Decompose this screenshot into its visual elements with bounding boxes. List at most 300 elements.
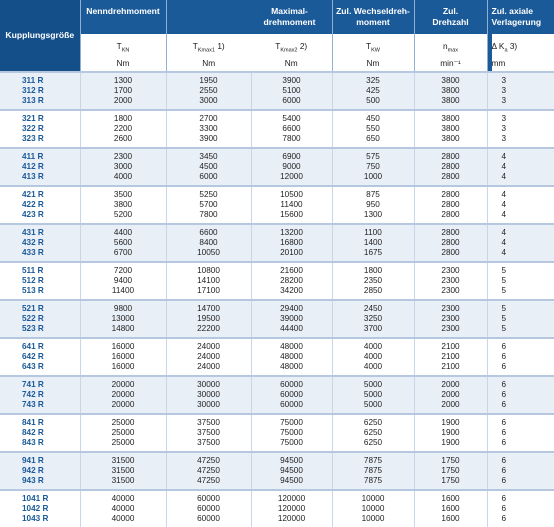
cell-max-torque-2: 39000 <box>251 314 332 324</box>
header-axial-displacement-subhead <box>492 34 554 71</box>
cell-max-torque-1: 47250 <box>166 476 251 490</box>
cell-speed: 1750 <box>414 452 487 466</box>
cell-max-torque-2: 6900 <box>251 148 332 162</box>
cell-max-torque-1: 37500 <box>166 428 251 438</box>
cell-nominal-torque: 4400 <box>80 224 166 238</box>
cell-axial-displacement: 4 <box>487 172 554 186</box>
unit-nominal-torque: Nm <box>81 57 166 69</box>
cell-speed: 2800 <box>414 172 487 186</box>
cell-alternating-torque: 2850 <box>332 286 414 300</box>
cell-speed: 3800 <box>414 124 487 134</box>
cell-max-torque-1: 60000 <box>166 504 251 514</box>
cell-max-torque-1: 24000 <box>166 362 251 376</box>
header-alternating-torque-subhead <box>333 34 414 71</box>
cell-nominal-torque: 9400 <box>80 276 166 286</box>
cell-speed: 2100 <box>414 338 487 352</box>
cell-speed: 1900 <box>414 414 487 428</box>
cell-max-torque-1: 60000 <box>166 490 251 504</box>
cell-alternating-torque: 875 <box>332 186 414 200</box>
cell-max-torque-1: 30000 <box>166 400 251 414</box>
symbol-speed: $n_{max}$ <box>415 40 487 57</box>
cell-axial-displacement: 6 <box>487 504 554 514</box>
cell-nominal-torque: 25000 <box>80 428 166 438</box>
cell-max-torque-1: 24000 <box>166 352 251 362</box>
cell-axial-displacement: 6 <box>487 352 554 362</box>
header-size-label: Kupplungsgröße <box>5 30 74 40</box>
cell-nominal-torque: 40000 <box>80 504 166 514</box>
cell-max-torque-1: 14700 <box>166 300 251 314</box>
header-nominal-torque-subhead <box>81 34 166 71</box>
cell-alternating-torque: 1000 <box>332 172 414 186</box>
cell-alternating-torque: 7875 <box>332 466 414 476</box>
cell-max-torque-2: 34200 <box>251 286 332 300</box>
cell-max-torque-2: 75000 <box>251 438 332 452</box>
cell-size: 522 R <box>0 314 80 324</box>
cell-size: 942 R <box>0 466 80 476</box>
table-row <box>0 400 554 414</box>
cell-axial-displacement: 6 <box>487 414 554 428</box>
cell-alternating-torque: 950 <box>332 200 414 210</box>
cell-nominal-torque: 2000 <box>80 96 166 110</box>
cell-nominal-torque: 40000 <box>80 490 166 504</box>
cell-nominal-torque: 1800 <box>80 110 166 124</box>
cell-nominal-torque: 2200 <box>80 124 166 134</box>
cell-size: 521 R <box>0 300 80 314</box>
cell-size: 432 R <box>0 238 80 248</box>
cell-max-torque-2: 7800 <box>251 134 332 148</box>
cell-speed: 2800 <box>414 200 487 210</box>
cell-max-torque-1: 24000 <box>166 338 251 352</box>
cell-axial-displacement: 6 <box>487 466 554 476</box>
cell-nominal-torque: 5200 <box>80 210 166 224</box>
cell-max-torque-2: 75000 <box>251 414 332 428</box>
cell-alternating-torque: 650 <box>332 134 414 148</box>
cell-alternating-torque: 6250 <box>332 414 414 428</box>
table-row <box>0 324 554 338</box>
table-row <box>0 490 554 504</box>
cell-max-torque-1: 19500 <box>166 314 251 324</box>
table-row <box>0 224 554 238</box>
cell-size: 941 R <box>0 452 80 466</box>
cell-max-torque-1: 37500 <box>166 414 251 428</box>
cell-nominal-torque: 20000 <box>80 376 166 390</box>
cell-max-torque-2: 48000 <box>251 362 332 376</box>
cell-max-torque-2: 120000 <box>251 490 332 504</box>
cell-max-torque-1: 17100 <box>166 286 251 300</box>
cell-axial-displacement: 6 <box>487 514 554 527</box>
cell-nominal-torque: 31500 <box>80 476 166 490</box>
cell-speed: 2300 <box>414 286 487 300</box>
cell-axial-displacement: 6 <box>487 490 554 504</box>
table-row <box>0 504 554 514</box>
cell-speed: 2800 <box>414 148 487 162</box>
cell-size: 321 R <box>0 110 80 124</box>
table-row <box>0 352 554 362</box>
table-row <box>0 248 554 262</box>
cell-alternating-torque: 2350 <box>332 276 414 286</box>
cell-max-torque-2: 120000 <box>251 514 332 527</box>
cell-max-torque-2: 75000 <box>251 428 332 438</box>
cell-size: 433 R <box>0 248 80 262</box>
cell-axial-displacement: 5 <box>487 276 554 286</box>
cell-axial-displacement: 5 <box>487 286 554 300</box>
table-row <box>0 86 554 96</box>
header-size <box>0 0 80 72</box>
cell-axial-displacement: 4 <box>487 148 554 162</box>
cell-speed: 2000 <box>414 400 487 414</box>
symbol-max-torque-2: $T_{Kmax2}$ 2) <box>251 40 332 57</box>
cell-nominal-torque: 5600 <box>80 238 166 248</box>
table-row <box>0 162 554 172</box>
table-body <box>0 72 554 527</box>
table-row <box>0 452 554 466</box>
cell-max-torque-1: 1950 <box>166 72 251 86</box>
cell-max-torque-2: 21600 <box>251 262 332 276</box>
symbol-alternating-torque: $T_{KW}$ <box>333 40 414 57</box>
cell-alternating-torque: 750 <box>332 162 414 172</box>
table-row <box>0 148 554 162</box>
cell-alternating-torque: 550 <box>332 124 414 134</box>
cell-size: 1041 R <box>0 490 80 504</box>
cell-alternating-torque: 1675 <box>332 248 414 262</box>
cell-size: 311 R <box>0 72 80 86</box>
header-nominal-torque-title: Nenndrehmoment <box>81 0 166 34</box>
cell-axial-displacement: 4 <box>487 224 554 238</box>
cell-alternating-torque: 7875 <box>332 476 414 490</box>
cell-max-torque-2: 60000 <box>251 390 332 400</box>
table-row <box>0 124 554 134</box>
cell-size: 323 R <box>0 134 80 148</box>
cell-axial-displacement: 3 <box>487 110 554 124</box>
unit-max-torque-1: Nm <box>167 57 252 69</box>
cell-max-torque-2: 13200 <box>251 224 332 238</box>
cell-max-torque-1: 2550 <box>166 86 251 96</box>
table-row <box>0 390 554 400</box>
table-row <box>0 286 554 300</box>
cell-speed: 3800 <box>414 96 487 110</box>
cell-nominal-torque: 2300 <box>80 148 166 162</box>
cell-speed: 3800 <box>414 86 487 96</box>
cell-nominal-torque: 13000 <box>80 314 166 324</box>
cell-max-torque-1: 8400 <box>166 238 251 248</box>
cell-size: 421 R <box>0 186 80 200</box>
cell-alternating-torque: 6250 <box>332 428 414 438</box>
table-header <box>0 0 554 72</box>
cell-axial-displacement: 6 <box>487 452 554 466</box>
cell-max-torque-1: 37500 <box>166 438 251 452</box>
cell-max-torque-1: 22200 <box>166 324 251 338</box>
table-row <box>0 110 554 124</box>
cell-max-torque-1: 47250 <box>166 452 251 466</box>
cell-size: 431 R <box>0 224 80 238</box>
cell-max-torque-1: 4500 <box>166 162 251 172</box>
cell-max-torque-1: 3900 <box>166 134 251 148</box>
cell-axial-displacement: 6 <box>487 476 554 490</box>
cell-speed: 2300 <box>414 276 487 286</box>
cell-alternating-torque: 575 <box>332 148 414 162</box>
cell-alternating-torque: 2450 <box>332 300 414 314</box>
header-speed-title: Zul. Drehzahl <box>415 0 487 34</box>
symbol-max-torque-1: $T_{Kmax1}$ 1) <box>167 40 252 57</box>
header-nominal-torque <box>80 0 166 72</box>
cell-speed: 2000 <box>414 390 487 400</box>
cell-speed: 1900 <box>414 428 487 438</box>
cell-speed: 1750 <box>414 466 487 476</box>
cell-size: 511 R <box>0 262 80 276</box>
cell-axial-displacement: 6 <box>487 400 554 414</box>
cell-axial-displacement: 4 <box>487 238 554 248</box>
cell-nominal-torque: 4000 <box>80 172 166 186</box>
cell-axial-displacement: 4 <box>487 248 554 262</box>
header-axial-displacement <box>487 0 554 72</box>
cell-alternating-torque: 10000 <box>332 504 414 514</box>
cell-size: 412 R <box>0 162 80 172</box>
cell-speed: 2000 <box>414 376 487 390</box>
cell-nominal-torque: 14800 <box>80 324 166 338</box>
header-max-torque-title: Maximal- drehmoment <box>207 0 373 34</box>
cell-max-torque-1: 60000 <box>166 514 251 527</box>
cell-axial-displacement: 3 <box>487 124 554 134</box>
cell-max-torque-2: 3900 <box>251 72 332 86</box>
cell-nominal-torque: 25000 <box>80 414 166 428</box>
cell-max-torque-2: 120000 <box>251 504 332 514</box>
table-row <box>0 200 554 210</box>
cell-alternating-torque: 425 <box>332 86 414 96</box>
cell-size: 842 R <box>0 428 80 438</box>
cell-size: 742 R <box>0 390 80 400</box>
table-row <box>0 210 554 224</box>
cell-size: 743 R <box>0 400 80 414</box>
cell-size: 312 R <box>0 86 80 96</box>
table-row <box>0 476 554 490</box>
cell-axial-displacement: 6 <box>487 376 554 390</box>
unit-alternating-torque: Nm <box>333 57 414 69</box>
cell-max-torque-1: 2700 <box>166 110 251 124</box>
unit-axial-displacement: mm <box>492 57 554 69</box>
header-speed-subhead <box>415 34 487 71</box>
cell-max-torque-2: 5100 <box>251 86 332 96</box>
cell-axial-displacement: 3 <box>487 96 554 110</box>
cell-axial-displacement: 4 <box>487 200 554 210</box>
cell-nominal-torque: 16000 <box>80 362 166 376</box>
cell-alternating-torque: 1400 <box>332 238 414 248</box>
cell-alternating-torque: 4000 <box>332 352 414 362</box>
cell-speed: 3800 <box>414 110 487 124</box>
cell-alternating-torque: 5000 <box>332 400 414 414</box>
cell-max-torque-2: 5400 <box>251 110 332 124</box>
cell-axial-displacement: 6 <box>487 438 554 452</box>
table-row <box>0 300 554 314</box>
cell-size: 523 R <box>0 324 80 338</box>
table-row <box>0 466 554 476</box>
cell-nominal-torque: 40000 <box>80 514 166 527</box>
header-axial-displacement-title: Zul. axiale Verlagerung <box>492 0 554 34</box>
cell-nominal-torque: 2600 <box>80 134 166 148</box>
cell-nominal-torque: 1300 <box>80 72 166 86</box>
cell-alternating-torque: 5000 <box>332 376 414 390</box>
cell-size: 642 R <box>0 352 80 362</box>
table-row <box>0 438 554 452</box>
table-row <box>0 262 554 276</box>
cell-max-torque-2: 9000 <box>251 162 332 172</box>
table-row <box>0 134 554 148</box>
table-row <box>0 414 554 428</box>
cell-size: 641 R <box>0 338 80 352</box>
cell-size: 1042 R <box>0 504 80 514</box>
cell-size: 943 R <box>0 476 80 490</box>
cell-axial-displacement: 3 <box>487 86 554 96</box>
cell-max-torque-2: 12000 <box>251 172 332 186</box>
cell-speed: 2800 <box>414 224 487 238</box>
cell-nominal-torque: 3000 <box>80 162 166 172</box>
table-row <box>0 276 554 286</box>
cell-speed: 2300 <box>414 324 487 338</box>
cell-max-torque-1: 5700 <box>166 200 251 210</box>
cell-axial-displacement: 6 <box>487 390 554 400</box>
cell-nominal-torque: 16000 <box>80 338 166 352</box>
cell-size: 313 R <box>0 96 80 110</box>
cell-max-torque-2: 60000 <box>251 400 332 414</box>
cell-max-torque-2: 44400 <box>251 324 332 338</box>
cell-nominal-torque: 16000 <box>80 352 166 362</box>
cell-speed: 2300 <box>414 262 487 276</box>
table-row <box>0 186 554 200</box>
table-row <box>0 338 554 352</box>
unit-max-torque-2: Nm <box>251 57 332 69</box>
cell-max-torque-1: 47250 <box>166 466 251 476</box>
cell-alternating-torque: 10000 <box>332 514 414 527</box>
cell-nominal-torque: 1700 <box>80 86 166 96</box>
cell-alternating-torque: 3250 <box>332 314 414 324</box>
header-alternating-torque-title: Zul. Wechseldreh- moment <box>333 0 414 34</box>
cell-max-torque-2: 60000 <box>251 376 332 390</box>
table-row <box>0 376 554 390</box>
cell-alternating-torque: 3700 <box>332 324 414 338</box>
cell-speed: 2300 <box>414 314 487 324</box>
cell-alternating-torque: 500 <box>332 96 414 110</box>
cell-speed: 1900 <box>414 438 487 452</box>
cell-max-torque-1: 30000 <box>166 390 251 400</box>
cell-speed: 2800 <box>414 238 487 248</box>
cell-max-torque-2: 94500 <box>251 452 332 466</box>
cell-axial-displacement: 5 <box>487 324 554 338</box>
cell-max-torque-2: 6600 <box>251 124 332 134</box>
cell-speed: 3800 <box>414 72 487 86</box>
cell-nominal-torque: 6700 <box>80 248 166 262</box>
cell-axial-displacement: 6 <box>487 362 554 376</box>
cell-alternating-torque: 6250 <box>332 438 414 452</box>
cell-max-torque-1: 30000 <box>166 376 251 390</box>
table-row <box>0 96 554 110</box>
cell-speed: 2800 <box>414 248 487 262</box>
cell-alternating-torque: 10000 <box>332 490 414 504</box>
cell-axial-displacement: 3 <box>487 134 554 148</box>
cell-size: 322 R <box>0 124 80 134</box>
cell-max-torque-1: 3300 <box>166 124 251 134</box>
cell-max-torque-1: 6000 <box>166 172 251 186</box>
cell-size: 643 R <box>0 362 80 376</box>
symbol-axial-displacement: Δ $K_a$ 3) <box>492 40 554 57</box>
cell-speed: 2100 <box>414 362 487 376</box>
table-row <box>0 238 554 248</box>
cell-size: 413 R <box>0 172 80 186</box>
cell-nominal-torque: 20000 <box>80 400 166 414</box>
cell-nominal-torque: 31500 <box>80 452 166 466</box>
header-speed <box>414 0 487 72</box>
cell-nominal-torque: 31500 <box>80 466 166 476</box>
cell-speed: 2100 <box>414 352 487 362</box>
cell-max-torque-2: 10500 <box>251 186 332 200</box>
table-row <box>0 72 554 86</box>
cell-nominal-torque: 3500 <box>80 186 166 200</box>
cell-max-torque-2: 94500 <box>251 476 332 490</box>
header-max-torque-2-subhead <box>251 34 332 71</box>
cell-axial-displacement: 6 <box>487 338 554 352</box>
cell-max-torque-1: 7800 <box>166 210 251 224</box>
cell-alternating-torque: 1300 <box>332 210 414 224</box>
cell-speed: 3800 <box>414 134 487 148</box>
cell-size: 411 R <box>0 148 80 162</box>
cell-alternating-torque: 325 <box>332 72 414 86</box>
symbol-nominal-torque: $T_{KN}$ <box>81 40 166 57</box>
cell-max-torque-1: 5250 <box>166 186 251 200</box>
cell-axial-displacement: 4 <box>487 210 554 224</box>
cell-max-torque-2: 28200 <box>251 276 332 286</box>
cell-max-torque-2: 48000 <box>251 352 332 362</box>
unit-speed: min⁻¹ <box>415 57 487 69</box>
cell-axial-displacement: 3 <box>487 72 554 86</box>
cell-axial-displacement: 5 <box>487 314 554 324</box>
cell-alternating-torque: 1100 <box>332 224 414 238</box>
cell-speed: 1600 <box>414 514 487 527</box>
cell-size: 843 R <box>0 438 80 452</box>
cell-speed: 1600 <box>414 490 487 504</box>
cell-alternating-torque: 4000 <box>332 338 414 352</box>
cell-max-torque-1: 3450 <box>166 148 251 162</box>
cell-speed: 2800 <box>414 210 487 224</box>
cell-axial-displacement: 6 <box>487 428 554 438</box>
cell-alternating-torque: 1800 <box>332 262 414 276</box>
cell-size: 422 R <box>0 200 80 210</box>
cell-size: 841 R <box>0 414 80 428</box>
cell-nominal-torque: 7200 <box>80 262 166 276</box>
cell-size: 1043 R <box>0 514 80 527</box>
cell-max-torque-1: 10800 <box>166 262 251 276</box>
cell-axial-displacement: 4 <box>487 186 554 200</box>
cell-max-torque-2: 11400 <box>251 200 332 210</box>
cell-speed: 1750 <box>414 476 487 490</box>
cell-axial-displacement: 5 <box>487 300 554 314</box>
cell-speed: 2800 <box>414 186 487 200</box>
table-row <box>0 314 554 324</box>
cell-alternating-torque: 450 <box>332 110 414 124</box>
cell-size: 513 R <box>0 286 80 300</box>
cell-max-torque-2: 94500 <box>251 466 332 476</box>
cell-max-torque-2: 15600 <box>251 210 332 224</box>
table-row <box>0 172 554 186</box>
table-row <box>0 514 554 527</box>
cell-size: 423 R <box>0 210 80 224</box>
cell-speed: 2300 <box>414 300 487 314</box>
cell-max-torque-1: 10050 <box>166 248 251 262</box>
cell-nominal-torque: 25000 <box>80 438 166 452</box>
cell-nominal-torque: 20000 <box>80 390 166 400</box>
header-max-torque-1-subhead <box>167 34 252 71</box>
cell-max-torque-2: 29400 <box>251 300 332 314</box>
header-max-torque-1 <box>166 0 251 72</box>
cell-nominal-torque: 9800 <box>80 300 166 314</box>
cell-size: 512 R <box>0 276 80 286</box>
